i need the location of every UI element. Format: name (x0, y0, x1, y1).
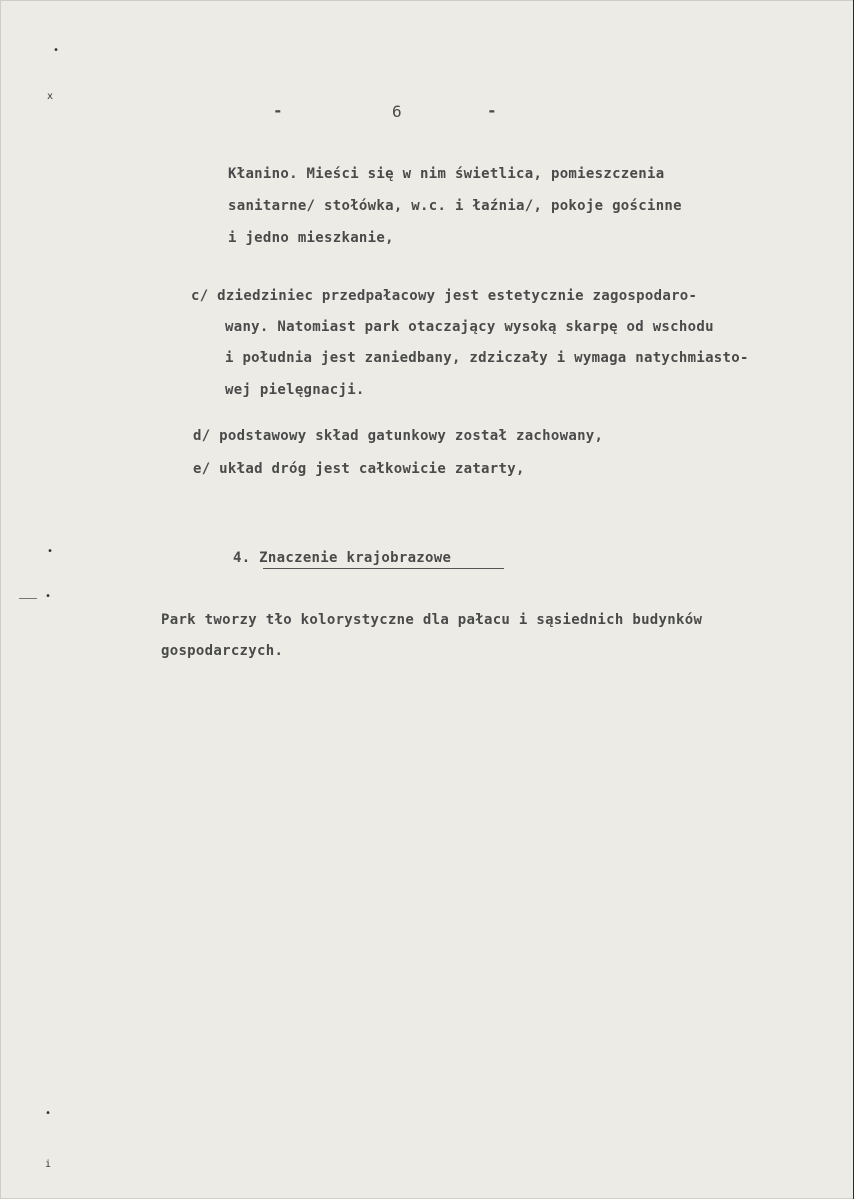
header-dash-right: - (487, 101, 497, 120)
text-line: i jedno mieszkanie, (228, 230, 394, 246)
heading-underline (263, 568, 504, 569)
list-item-c: c/ dziedziniec przedpałacowy jest estetycznie zagospodaro- (191, 288, 698, 304)
margin-mark: • (47, 546, 54, 557)
section-body-line: gospodarczych. (161, 643, 284, 659)
text-line: wany. Natomiast park otaczający wysoką skarpę od wschodu (225, 319, 714, 335)
margin-mark: • (53, 45, 60, 56)
text-line: sanitarne/ stołówka, w.c. i łaźnia/, pokoje gościnne (228, 198, 682, 214)
list-item-e: e/ układ dróg jest całkowicie zatarty, (193, 461, 525, 477)
list-item-d: d/ podstawowy skład gatunkowy został zachowany, (193, 428, 604, 444)
margin-mark: • (45, 591, 52, 602)
text-line: i południa jest zaniedbany, zdziczały i wymaga natychmiasto- (225, 350, 749, 366)
margin-mark: i (45, 1159, 52, 1170)
page-number: 6 (392, 102, 402, 121)
margin-mark: • (45, 1108, 52, 1119)
text-line: wej pielęgnacji. (225, 382, 365, 398)
margin-dash (19, 598, 37, 599)
margin-mark: x (47, 91, 54, 102)
header-dash-left: - (273, 101, 283, 120)
section-heading: 4. Znaczenie krajobrazowe (233, 550, 452, 566)
section-body-line: Park tworzy tło kolorystyczne dla pałacu i sąsiednich budynków (161, 612, 703, 628)
text-line: Kłanino. Mieści się w nim świetlica, pomieszczenia (228, 166, 665, 182)
